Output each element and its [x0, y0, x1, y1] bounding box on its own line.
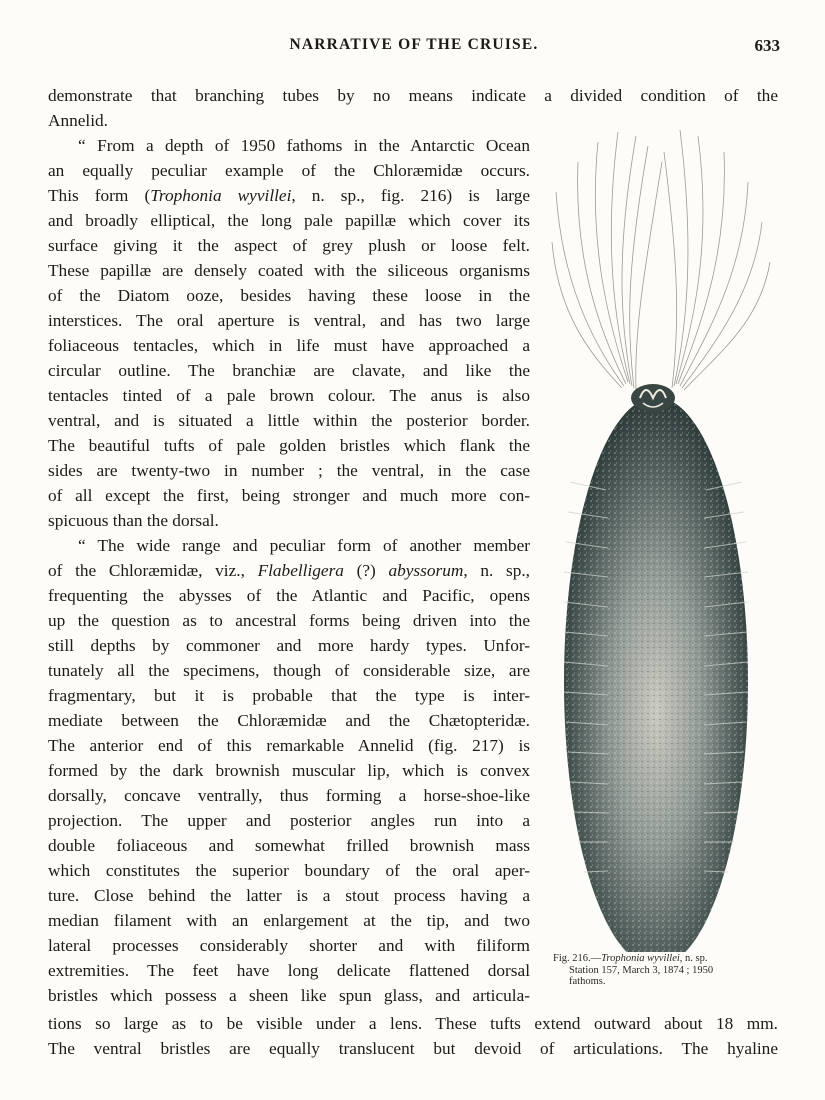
caption-line: fathoms.	[569, 976, 606, 987]
text-line: median filament with an enlargement at the tip, and two	[48, 911, 530, 930]
text-line: “ From a depth of 1950 fathoms in the Antarctic Ocean	[78, 136, 530, 155]
text-line: formed by the dark brownish muscular lip, which is convex	[48, 761, 530, 780]
text-fragment: (?)	[343, 561, 389, 580]
text-line: ventral, and is situated a little within the posterior border.	[48, 411, 530, 430]
text-line: tions so large as to be visible under a lens. These tufts extend outward about 18 mm.	[48, 1014, 778, 1033]
species-name: Flabelligera	[257, 561, 344, 580]
text-line	[48, 183, 530, 208]
text-line: lateral processes considerably shorter and with filiform	[48, 936, 530, 955]
text-line: interstices. The oral aperture is ventral, and has two large	[48, 311, 530, 330]
text-line: an equally peculiar example of the Chloræmidæ occurs.	[48, 161, 530, 180]
figure-216-illustration	[548, 122, 774, 952]
text-line: dorsally, concave ventrally, thus forming a horse-shoe-like	[48, 786, 530, 805]
caption-line	[553, 953, 779, 965]
running-title: NARRATIVE OF THE CRUISE.	[289, 36, 539, 53]
text-line: sides are twenty-two in number ; the ventral, in the case	[48, 461, 530, 480]
text-line: double foliaceous and somewhat frilled brownish mass	[48, 836, 530, 855]
text-line: frequenting the abysses of the Atlantic and Pacific, opens	[48, 586, 530, 605]
caption-tail: , n. sp.	[679, 953, 708, 964]
species-epithet: abyssorum	[388, 561, 464, 580]
text-line: surface giving it the aspect of grey plush or loose felt.	[48, 236, 530, 255]
text-line	[48, 558, 530, 583]
text-line: The beautiful tufts of pale golden bristles which flank the	[48, 436, 530, 455]
text-line: foliaceous tentacles, which in life must have approached a	[48, 336, 530, 355]
text-line: fragmentary, but it is probable that the type is inter-	[48, 686, 530, 705]
figure-caption	[553, 953, 779, 988]
text-line: tentacles tinted of a pale brown colour. The anus is also	[48, 386, 530, 405]
text-line: The ventral bristles are equally translucent but devoid of articulations. The hyaline	[48, 1039, 778, 1058]
text-line: extremities. The feet have long delicate flattened dorsal	[48, 961, 530, 980]
text-fragment: of the Chloræmidæ, viz.,	[48, 561, 258, 580]
text-fragment: This form (	[48, 186, 151, 205]
text-line: ture. Close behind the latter is a stout process having a	[48, 886, 530, 905]
caption-line: Station 157, March 3, 1874 ; 1950	[569, 964, 714, 976]
page-header	[48, 36, 780, 60]
text-line: of all except the first, being stronger and much more con-	[48, 486, 530, 505]
text-line: still depths by commoner and more hardy types. Unfor-	[48, 636, 530, 655]
text-line: projection. The upper and posterior angles run into a	[48, 811, 530, 830]
caption-prefix: Fig. 216.—	[553, 953, 602, 964]
page-number: 633	[754, 36, 780, 55]
caption-species: Trophonia wyvillei	[601, 953, 680, 964]
text-line: circular outline. The branchiæ are clavate, and like the	[48, 361, 530, 380]
text-line: of the Diatom ooze, besides having these loose in the	[48, 286, 530, 305]
text-line: bristles which possess a sheen like spun glass, and articula-	[48, 986, 530, 1005]
text-line: demonstrate that branching tubes by no means indicate a divided condition of the	[48, 86, 778, 105]
text-line: Annelid.	[48, 111, 108, 130]
text-line: and broadly elliptical, the long pale papillæ which cover its	[48, 211, 530, 230]
species-name: Trophonia wyvillei	[150, 186, 292, 205]
text-line: which constitutes the superior boundary of the oral aper-	[48, 861, 530, 880]
text-line: mediate between the Chloræmidæ and the Chætopteridæ.	[48, 711, 530, 730]
text-line: up the question as to ancestral forms being driven into the	[48, 611, 530, 630]
text-line: These papillæ are densely coated with the siliceous organisms	[48, 261, 530, 280]
text-line: “ The wide range and peculiar form of another member	[78, 536, 530, 555]
text-line: spicuous than the dorsal.	[48, 511, 219, 530]
text-fragment: , n. sp., fig. 216) is large	[291, 186, 531, 205]
text-fragment: , n. sp.,	[463, 561, 530, 580]
text-line: tunately all the specimens, though of considerable size, are	[48, 661, 530, 680]
text-line: The anterior end of this remarkable Annelid (fig. 217) is	[48, 736, 530, 755]
annelid-illustration	[548, 122, 774, 952]
